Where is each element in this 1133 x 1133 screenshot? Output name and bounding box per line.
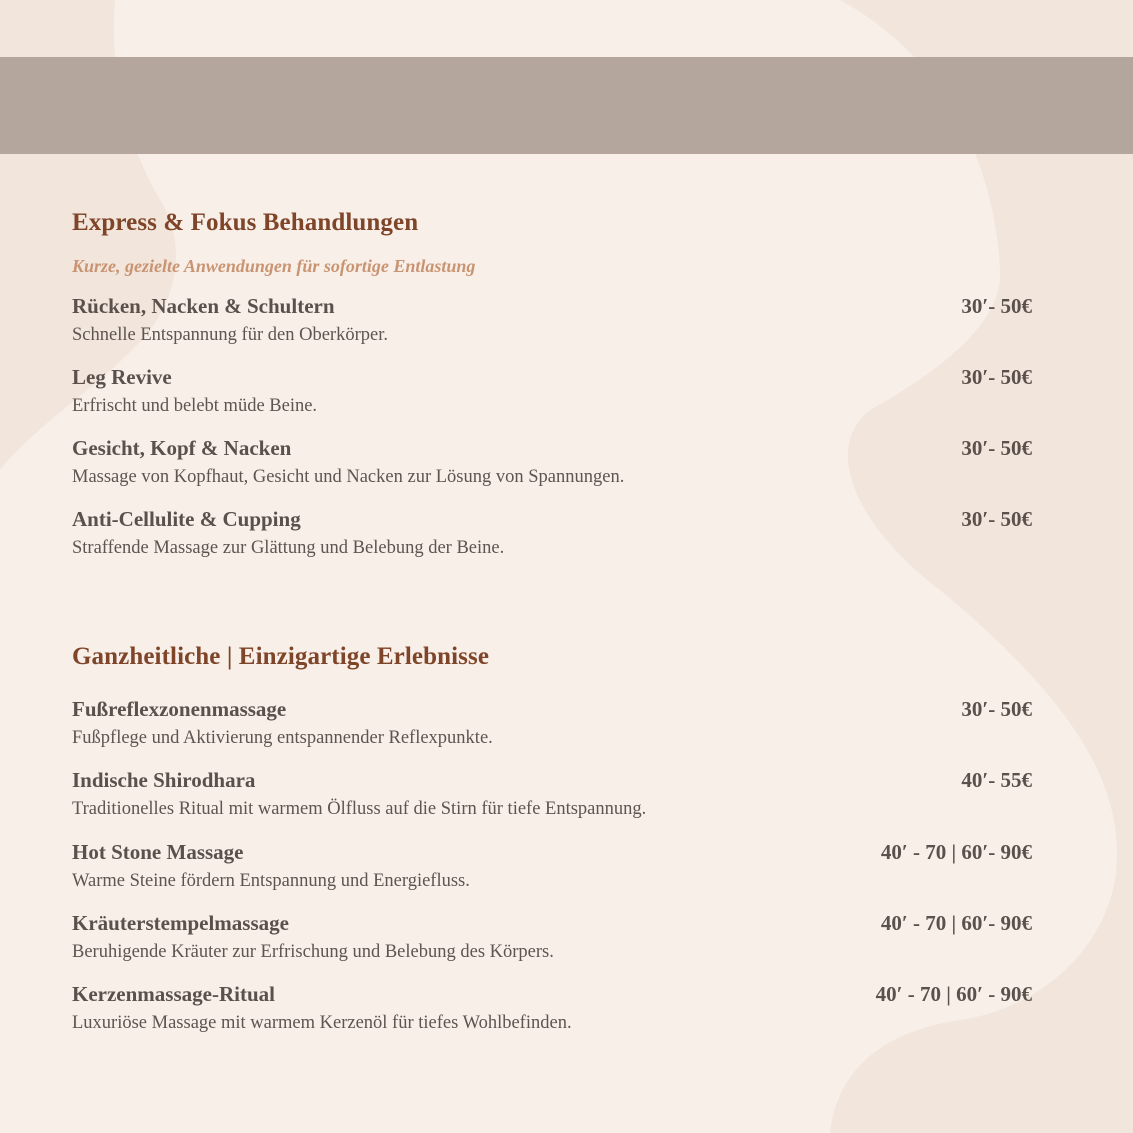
- list-item: [72, 365, 1032, 425]
- section-title-express: Express & Fokus Behandlungen: [72, 209, 419, 236]
- list-item: [72, 840, 1032, 900]
- treatment-name: Kerzenmassage-Ritual: [72, 982, 275, 1006]
- treatment-price: 40′- 55€: [961, 768, 1032, 792]
- list-item: [72, 436, 1032, 496]
- treatment-name: Fußreflexzonenmassage: [72, 697, 287, 721]
- treatment-name: Kräuterstempelmassage: [72, 911, 289, 935]
- treatment-name: Hot Stone Massage: [72, 840, 244, 864]
- list-item: [72, 507, 1032, 567]
- treatment-name: Indische Shirodhara: [72, 768, 256, 792]
- treatment-description: Erfrischt und belebt müde Beine.: [72, 396, 318, 416]
- treatment-price: 30′- 50€: [961, 365, 1032, 389]
- treatment-description: Massage von Kopfhaut, Gesicht und Nacken zur Lösung von Spannungen.: [72, 467, 625, 487]
- treatment-description: Fußpflege und Aktivierung entspannender Reflexpunkte.: [72, 728, 493, 748]
- treatment-name: Anti-Cellulite & Cupping: [72, 507, 301, 531]
- treatment-name: Leg Revive: [72, 365, 172, 389]
- list-item: [72, 294, 1032, 354]
- section-subtitle-express: Kurze, gezielte Anwendungen für sofortige Entlastung: [72, 256, 476, 276]
- list-item: [72, 982, 1032, 1042]
- treatment-price: 30′- 50€: [961, 436, 1032, 460]
- list-item: [72, 768, 1032, 828]
- list-item: [72, 911, 1032, 971]
- treatment-price: 40′ - 70 | 60′- 90€: [880, 840, 1032, 864]
- treatment-description: Luxuriöse Massage mit warmem Kerzenöl für tiefes Wohlbefinden.: [72, 1013, 572, 1033]
- treatment-description: Schnelle Entspannung für den Oberkörper.: [72, 325, 388, 345]
- treatment-description: Straffende Massage zur Glättung und Belebung der Beine.: [72, 538, 505, 558]
- treatment-price: 40′ - 70 | 60′- 90€: [880, 911, 1032, 935]
- treatment-price: 40′ - 70 | 60′ - 90€: [875, 982, 1032, 1006]
- treatment-price: 30′- 50€: [961, 697, 1032, 721]
- treatment-description: Beruhigende Kräuter zur Erfrischung und Belebung des Körpers.: [72, 942, 554, 962]
- list-item: [72, 697, 1032, 757]
- treatment-description: Warme Steine fördern Entspannung und Energiefluss.: [72, 871, 470, 891]
- treatment-name: Rücken, Nacken & Schultern: [72, 294, 335, 318]
- treatment-name: Gesicht, Kopf & Nacken: [72, 436, 292, 460]
- treatment-price: 30′- 50€: [961, 507, 1032, 531]
- section-title-ganzheitlich: Ganzheitliche | Einzigartige Erlebnisse: [72, 643, 490, 670]
- treatment-price: 30′- 50€: [961, 294, 1032, 318]
- treatment-description: Traditionelles Ritual mit warmem Ölfluss auf die Stirn für tiefe Entspannung.: [72, 799, 647, 819]
